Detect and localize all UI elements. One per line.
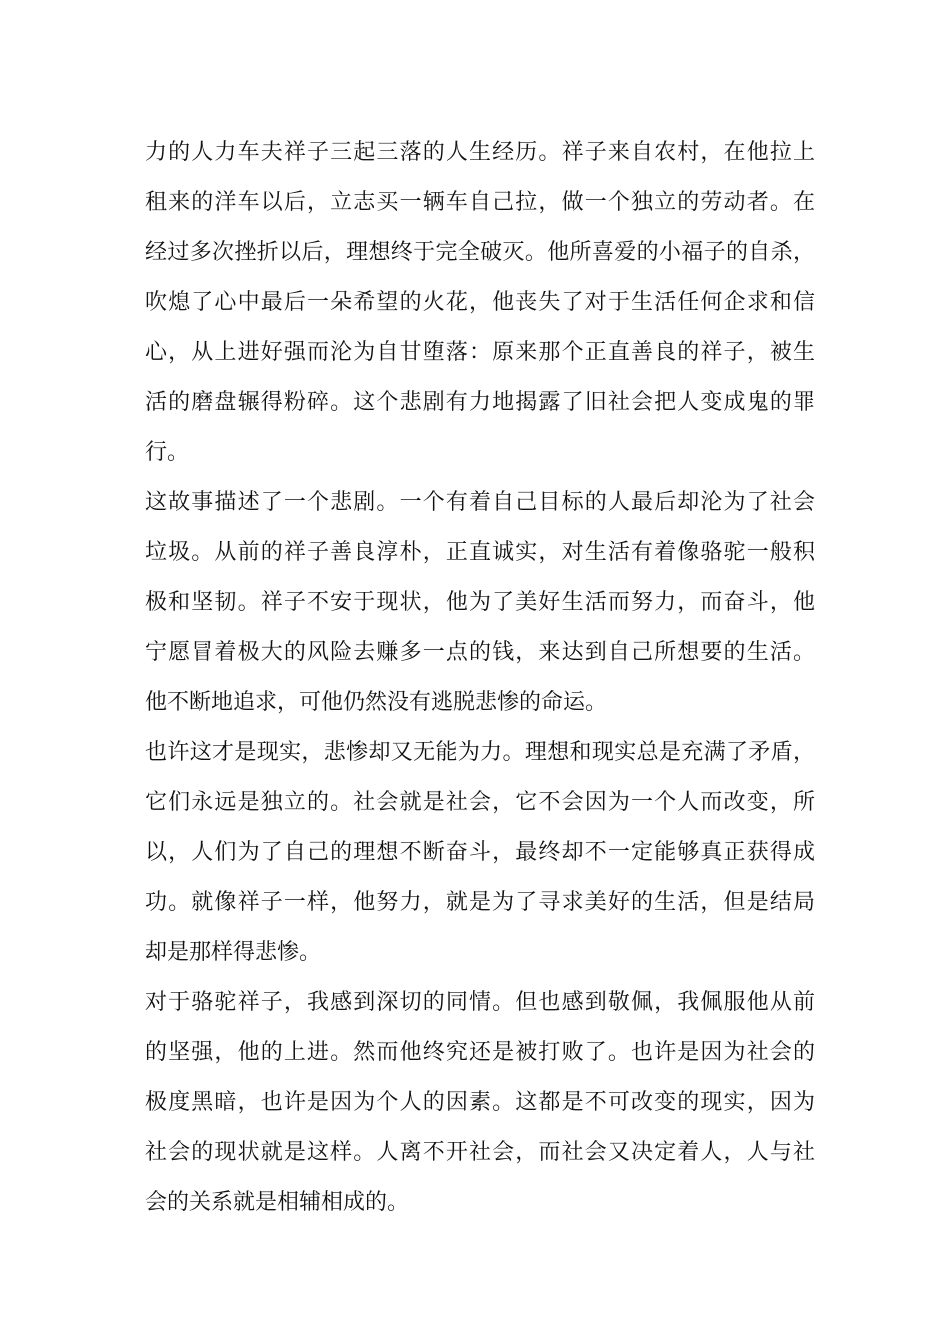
text-line: 功。就像祥子一样，他努力，就是为了寻求美好的生活，但是结局 bbox=[145, 890, 815, 915]
text-line: 极度黑暗，也许是因为个人的因素。这都是不可改变的现实，因为 bbox=[145, 1090, 815, 1115]
text-line: 会的关系就是相辅相成的。 bbox=[145, 1190, 410, 1215]
text-line: 它们永远是独立的。社会就是社会，它不会因为一个人而改变，所 bbox=[145, 790, 815, 815]
paragraph-3 bbox=[145, 728, 815, 978]
paragraph-1 bbox=[145, 128, 815, 478]
text-line: 经过多次挫折以后，理想终于完全破灭。他所喜爱的小福子的自杀， bbox=[145, 240, 815, 265]
text-line: 以，人们为了自己的理想不断奋斗，最终却不一定能够真正获得成 bbox=[145, 840, 815, 865]
text-line: 社会的现状就是这样。人离不开社会，而社会又决定着人，人与社 bbox=[145, 1140, 815, 1165]
document-body bbox=[145, 128, 815, 1228]
text-line: 活的磨盘辗得粉碎。这个悲剧有力地揭露了旧社会把人变成鬼的罪 bbox=[145, 390, 815, 415]
text-line: 这故事描述了一个悲剧。一个有着自己目标的人最后却沦为了社会 bbox=[145, 490, 815, 515]
text-line: 也许这才是现实，悲惨却又无能为力。理想和现实总是充满了矛盾， bbox=[145, 740, 815, 765]
text-line: 心，从上进好强而沦为自甘堕落：原来那个正直善良的祥子，被生 bbox=[145, 340, 815, 365]
paragraph-4 bbox=[145, 978, 815, 1228]
text-line: 极和坚韧。祥子不安于现状，他为了美好生活而努力，而奋斗，他 bbox=[145, 590, 815, 615]
text-line: 他不断地追求，可他仍然没有逃脱悲惨的命运。 bbox=[145, 690, 608, 715]
text-line: 垃圾。从前的祥子善良淳朴，正直诚实，对生活有着像骆驼一般积 bbox=[145, 540, 815, 565]
text-line: 宁愿冒着极大的风险去赚多一点的钱，来达到自己所想要的生活。 bbox=[145, 640, 815, 665]
text-line: 力的人力车夫祥子三起三落的人生经历。祥子来自农村，在他拉上 bbox=[145, 140, 815, 165]
text-line: 对于骆驼祥子，我感到深切的同情。但也感到敬佩，我佩服他从前 bbox=[145, 990, 815, 1015]
text-line: 却是那样得悲惨。 bbox=[145, 940, 322, 965]
text-line: 租来的洋车以后，立志买一辆车自己拉，做一个独立的劳动者。在 bbox=[145, 190, 815, 215]
text-line: 行。 bbox=[145, 440, 190, 465]
text-line: 的坚强，他的上进。然而他终究还是被打败了。也许是因为社会的 bbox=[145, 1040, 815, 1065]
text-line: 吹熄了心中最后一朵希望的火花，他丧失了对于生活任何企求和信 bbox=[145, 290, 815, 315]
paragraph-2 bbox=[145, 478, 815, 728]
